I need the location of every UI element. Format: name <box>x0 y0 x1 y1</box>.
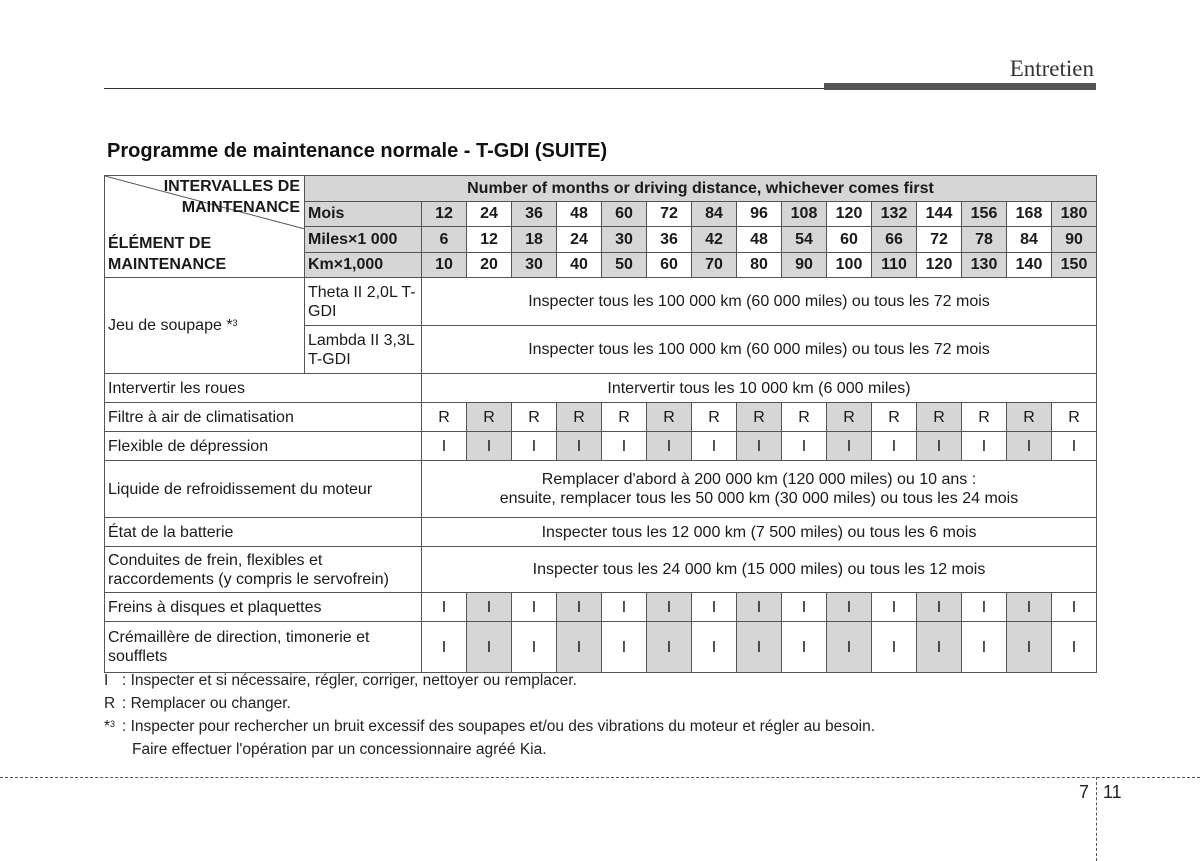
miles-value: 60 <box>827 227 872 253</box>
months-value: 24 <box>467 201 512 227</box>
interval-mark: I <box>602 622 647 673</box>
engine-label: Theta II 2,0L T-GDI <box>305 278 422 326</box>
interval-mark: I <box>872 593 917 622</box>
months-value: 108 <box>782 201 827 227</box>
months-value: 132 <box>872 201 917 227</box>
maintenance-item-label: État de la batterie <box>105 518 422 547</box>
interval-mark: I <box>692 622 737 673</box>
months-label: Mois <box>305 201 422 227</box>
months-value: 180 <box>1052 201 1097 227</box>
km-value: 120 <box>917 252 962 278</box>
legend-note <box>104 715 875 738</box>
legend-text: : Remplacer ou changer. <box>122 695 291 712</box>
interval-mark: I <box>917 593 962 622</box>
miles-value: 6 <box>422 227 467 253</box>
km-value: 30 <box>512 252 557 278</box>
interval-mark: I <box>1052 622 1097 673</box>
miles-value: 72 <box>917 227 962 253</box>
km-value: 50 <box>602 252 647 278</box>
miles-value: 24 <box>557 227 602 253</box>
months-value: 72 <box>647 201 692 227</box>
interval-mark: I <box>557 622 602 673</box>
miles-value: 54 <box>782 227 827 253</box>
interval-mark: R <box>467 403 512 432</box>
footnote-mark: 3 <box>110 719 116 729</box>
footer-rule <box>0 777 1200 778</box>
engine-label: Lambda II 3,3L T-GDI <box>305 326 422 374</box>
months-value: 144 <box>917 201 962 227</box>
item-header-label: ÉLÉMENT DE MAINTENANCE <box>108 235 227 273</box>
interval-mark: I <box>827 593 872 622</box>
miles-label: Miles×1 000 <box>305 227 422 253</box>
km-value: 140 <box>1007 252 1052 278</box>
miles-value: 48 <box>737 227 782 253</box>
months-value: 84 <box>692 201 737 227</box>
maintenance-item-label: Conduites de frein, flexibles et raccordements (y compris le servofrein) <box>105 547 422 593</box>
interval-text <box>422 547 1097 593</box>
interval-mark: R <box>962 403 1007 432</box>
interval-mark: I <box>872 432 917 461</box>
maintenance-table <box>104 175 1097 673</box>
interval-mark: I <box>962 622 1007 673</box>
legend-notes <box>104 669 875 761</box>
km-value: 10 <box>422 252 467 278</box>
interval-mark: I <box>827 432 872 461</box>
interval-mark: I <box>1007 432 1052 461</box>
interval-mark: I <box>602 593 647 622</box>
maintenance-row <box>105 593 1097 622</box>
interval-mark: I <box>512 432 557 461</box>
interval-mark: I <box>422 622 467 673</box>
interval-mark: I <box>917 432 962 461</box>
interval-mark: I <box>647 593 692 622</box>
interval-text-line: Intervertir tous les 10 000 km (6 000 miles) <box>607 379 911 397</box>
months-value: 168 <box>1007 201 1052 227</box>
legend-text: : Inspecter et si nécessaire, régler, corriger, nettoyer ou remplacer. <box>122 672 577 689</box>
valve-clearance-label <box>105 278 305 374</box>
interval-mark: I <box>422 593 467 622</box>
miles-value: 18 <box>512 227 557 253</box>
interval-text <box>422 518 1097 547</box>
months-value: 36 <box>512 201 557 227</box>
miles-value: 12 <box>467 227 512 253</box>
maintenance-item-label: Intervertir les roues <box>105 374 422 403</box>
interval-mark: I <box>602 432 647 461</box>
miles-value: 42 <box>692 227 737 253</box>
months-value: 120 <box>827 201 872 227</box>
legend-note <box>104 738 875 761</box>
miles-value: 78 <box>962 227 1007 253</box>
interval-text <box>422 374 1097 403</box>
interval-mark: I <box>737 593 782 622</box>
interval-mark: R <box>827 403 872 432</box>
maintenance-row <box>105 518 1097 547</box>
interval-mark: I <box>737 432 782 461</box>
interval-mark: I <box>917 622 962 673</box>
interval-mark: I <box>1052 593 1097 622</box>
interval-mark: R <box>557 403 602 432</box>
interval-mark: I <box>467 432 512 461</box>
interval-mark: R <box>917 403 962 432</box>
interval-mark: I <box>1052 432 1097 461</box>
km-value: 110 <box>872 252 917 278</box>
interval-text-line: ensuite, remplacer tous les 50 000 km (30 000 miles) ou tous les 24 mois <box>499 490 1019 507</box>
interval-mark: I <box>962 593 1007 622</box>
km-value: 80 <box>737 252 782 278</box>
km-value: 90 <box>782 252 827 278</box>
maintenance-item-label: Filtre à air de climatisation <box>105 403 422 432</box>
footnote-mark: 3 <box>232 318 238 328</box>
interval-mark: I <box>1007 593 1052 622</box>
interval-mark: R <box>872 403 917 432</box>
interval-mark: I <box>467 593 512 622</box>
months-value: 60 <box>602 201 647 227</box>
km-value: 100 <box>827 252 872 278</box>
interval-mark: I <box>737 622 782 673</box>
interval-mark: I <box>827 622 872 673</box>
months-value: 48 <box>557 201 602 227</box>
interval-mark: I <box>1007 622 1052 673</box>
interval-mark: I <box>782 593 827 622</box>
miles-value: 84 <box>1007 227 1052 253</box>
interval-mark: I <box>647 432 692 461</box>
interval-mark: I <box>557 593 602 622</box>
page-number: 11 <box>1103 782 1122 802</box>
interval-mark: I <box>962 432 1007 461</box>
valve-label-text: Jeu de soupape * <box>108 317 233 334</box>
km-label: Km×1,000 <box>305 252 422 278</box>
maintenance-item-label: Crémaillère de direction, timonerie et soufflets <box>105 622 422 673</box>
months-value: 156 <box>962 201 1007 227</box>
legend-note <box>104 669 875 692</box>
interval-mark: R <box>512 403 557 432</box>
miles-value: 66 <box>872 227 917 253</box>
maintenance-row <box>105 374 1097 403</box>
interval-mark: R <box>647 403 692 432</box>
interval-mark: R <box>737 403 782 432</box>
interval-mark: I <box>692 432 737 461</box>
km-value: 150 <box>1052 252 1097 278</box>
legend-text: Faire effectuer l'opération par un concessionnaire agréé Kia. <box>132 741 547 758</box>
interval-text-line: Remplacer d'abord à 200 000 km (120 000 miles) ou 10 ans : <box>541 471 977 488</box>
legend-text: : Inspecter pour rechercher un bruit excessif des soupapes et/ou des vibrations du moteur et régler au besoin. <box>122 718 876 735</box>
legend-key: *$^3$ <box>104 718 116 735</box>
interval-mark: I <box>872 622 917 673</box>
interval-mark: R <box>692 403 737 432</box>
months-value: 96 <box>737 201 782 227</box>
maintenance-row <box>105 432 1097 461</box>
interval-mark: R <box>1007 403 1052 432</box>
km-value: 60 <box>647 252 692 278</box>
maintenance-item-label: Freins à disques et plaquettes <box>105 593 422 622</box>
page-title: Programme de maintenance normale - T-GDI (SUITE) <box>107 140 608 162</box>
interval-mark: I <box>647 622 692 673</box>
footer-divider <box>1096 777 1097 861</box>
interval-mark: I <box>782 622 827 673</box>
legend-key: I <box>104 672 109 689</box>
section-title: Entretien <box>1009 56 1094 81</box>
maintenance-row <box>105 403 1097 432</box>
maintenance-item-label: Liquide de refroidissement du moteur <box>105 461 422 518</box>
interval-mark: R <box>422 403 467 432</box>
interval-mark: I <box>512 622 557 673</box>
km-value: 20 <box>467 252 512 278</box>
interval-text <box>422 461 1097 518</box>
miles-value: 90 <box>1052 227 1097 253</box>
interval-mark: I <box>467 622 512 673</box>
interval-text-line: Inspecter tous les 12 000 km (7 500 miles) ou tous les 6 mois <box>541 523 977 541</box>
months-value: 12 <box>422 201 467 227</box>
interval-header-label: INTERVALLES DE MAINTENANCE <box>163 178 300 216</box>
chapter-number: 7 <box>1079 782 1090 802</box>
interval-span-header: Number of months or driving distance, whichever comes first <box>305 176 1097 202</box>
maintenance-row <box>105 547 1097 593</box>
interval-mark: R <box>782 403 827 432</box>
corner-header-cell <box>105 176 305 278</box>
interval-mark: R <box>602 403 647 432</box>
legend-note <box>104 692 875 715</box>
header-row <box>105 176 1097 202</box>
header-rule-accent <box>824 83 1096 90</box>
interval-text-line: Inspecter tous les 24 000 km (15 000 miles) ou tous les 12 mois <box>532 561 986 578</box>
maintenance-item-label: Flexible de dépression <box>105 432 422 461</box>
km-value: 130 <box>962 252 1007 278</box>
miles-value: 30 <box>602 227 647 253</box>
maintenance-row <box>105 461 1097 518</box>
interval-mark: I <box>512 593 557 622</box>
miles-value: 36 <box>647 227 692 253</box>
legend-key: R <box>104 695 116 712</box>
maintenance-row <box>105 622 1097 673</box>
valve-row <box>105 278 1097 326</box>
valve-interval-text: Inspecter tous les 100 000 km (60 000 miles) ou tous les 72 mois <box>422 278 1097 326</box>
km-value: 70 <box>692 252 737 278</box>
interval-mark: I <box>557 432 602 461</box>
interval-mark: I <box>422 432 467 461</box>
km-value: 40 <box>557 252 602 278</box>
interval-mark: R <box>1052 403 1097 432</box>
interval-mark: I <box>782 432 827 461</box>
interval-mark: I <box>692 593 737 622</box>
valve-interval-text: Inspecter tous les 100 000 km (60 000 miles) ou tous les 72 mois <box>422 326 1097 374</box>
